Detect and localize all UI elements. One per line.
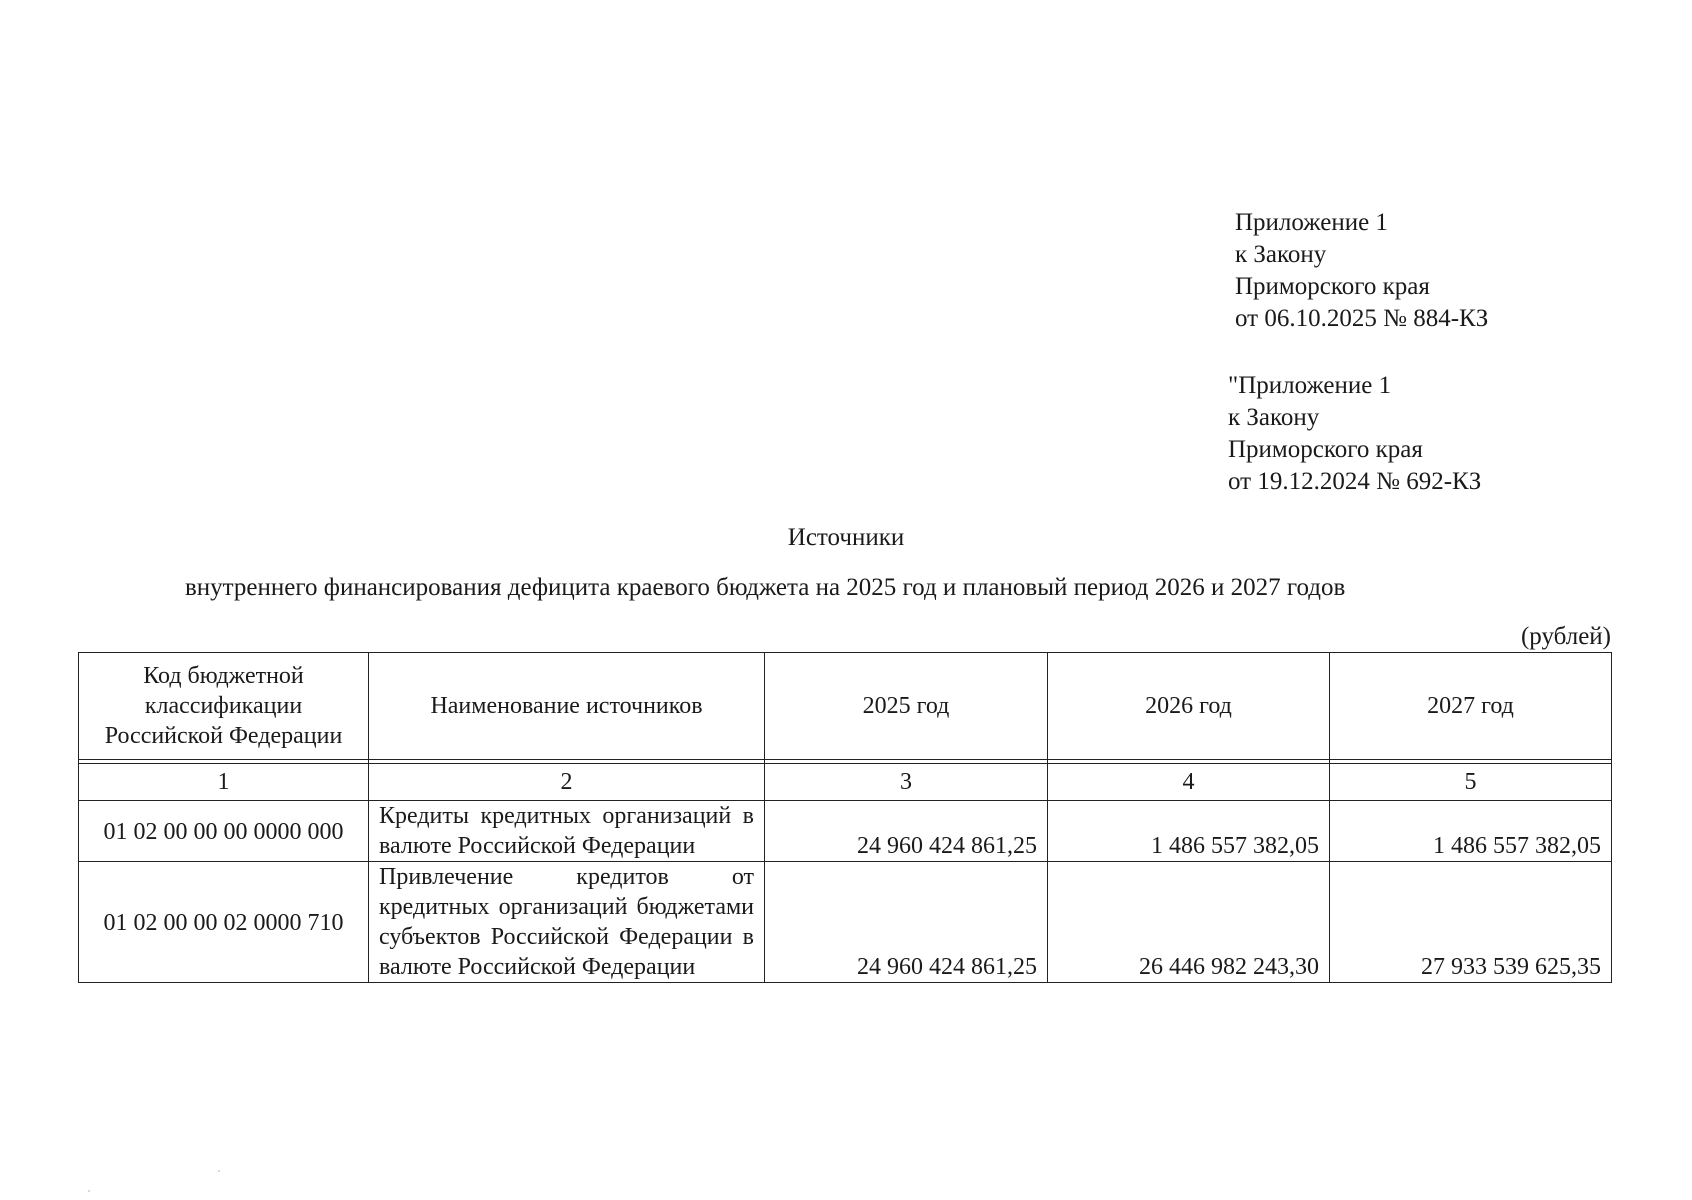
row-value-2027: 1 486 557 382,05 — [1330, 801, 1612, 862]
row-value-2025: 24 960 424 861,25 — [765, 862, 1048, 983]
header-code: Код бюджетной классификации Российской Федерации — [79, 653, 369, 760]
column-number: 5 — [1330, 764, 1612, 801]
document-title: Источники — [787, 524, 905, 551]
attachment-note-current — [1235, 207, 1488, 335]
column-number: 1 — [79, 764, 369, 801]
table-header-row — [79, 653, 1612, 760]
table-row — [79, 862, 1612, 983]
attachment-line: "Приложение 1 — [1228, 372, 1392, 399]
row-code: 01 02 00 00 02 0000 710 — [79, 862, 369, 983]
attachment-line: Приморского края — [1228, 436, 1423, 463]
row-name: Кредиты кредитных организаций в валюте Российской Федерации — [369, 801, 765, 862]
column-number: 2 — [369, 764, 765, 801]
header-name: Наименование источников — [369, 653, 765, 760]
attachment-line: к Закону — [1235, 241, 1327, 268]
row-name: Привлечение кредитов от кредитных организаций бюджетами субъектов Российской Федерации в валюте Российской Федерации — [369, 862, 765, 983]
scan-speck — [218, 1170, 220, 1172]
header-2027: 2027 год — [1330, 653, 1612, 760]
attachment-line: от 06.10.2025 № 884-КЗ — [1235, 305, 1489, 332]
row-code: 01 02 00 00 00 0000 000 — [79, 801, 369, 862]
column-number: 4 — [1048, 764, 1330, 801]
row-value-2026: 1 486 557 382,05 — [1048, 801, 1330, 862]
row-value-2025: 24 960 424 861,25 — [765, 801, 1048, 862]
attachment-line: от 19.12.2024 № 692-КЗ — [1228, 468, 1482, 495]
row-value-2027: 27 933 539 625,35 — [1330, 862, 1612, 983]
row-value-2026: 26 446 982 243,30 — [1048, 862, 1330, 983]
header-2025: 2025 год — [765, 653, 1048, 760]
units-label: (рублей) — [1520, 623, 1611, 650]
column-number-row — [79, 764, 1612, 801]
column-number: 3 — [765, 764, 1048, 801]
sources-table — [78, 652, 1612, 983]
attachment-line: к Закону — [1228, 404, 1320, 431]
scan-speck — [88, 1190, 90, 1192]
attachment-line: Приморского края — [1235, 273, 1430, 300]
document-subtitle: внутреннего финансирования дефицита краевого бюджета на 2025 год и плановый период 2026 и 2027 годов — [185, 574, 1346, 601]
header-2026: 2026 год — [1048, 653, 1330, 760]
table-row — [79, 801, 1612, 862]
attachment-line: Приложение 1 — [1235, 209, 1388, 236]
attachment-note-original — [1228, 370, 1481, 498]
